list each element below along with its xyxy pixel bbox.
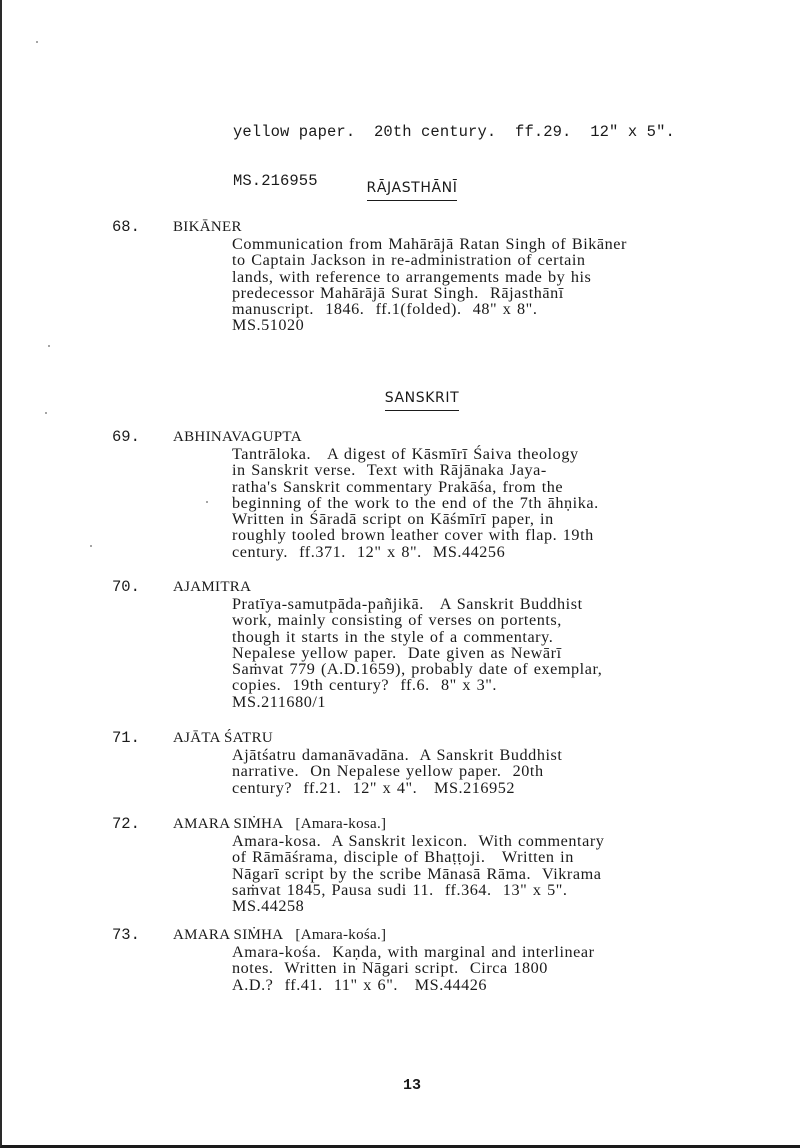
entry-uniform-title: [Amara-kosa.]: [295, 816, 387, 832]
catalogue-entry-70: [112, 579, 772, 710]
description-line: MS.44258: [232, 897, 305, 916]
entry-author: BIKĀNER: [173, 219, 242, 235]
catalogue-entry-73: [112, 927, 772, 993]
section-heading-sanskrit: [322, 390, 522, 411]
entry-number: 68.: [112, 218, 140, 236]
entry-header: [112, 927, 772, 943]
entry-author-name: AMARA SIṀHA: [173, 927, 284, 943]
catalogue-entry-71: [112, 730, 772, 796]
scan-speck: [36, 41, 38, 43]
section-heading-label: RĀJASTHĀNĪ: [367, 180, 458, 201]
description-line: Saṁvat 779 (A.D.1659), probably date of exemplar,: [232, 660, 603, 679]
description-line: notes. Written in Nāgari script. Circa 1800: [232, 959, 548, 978]
description-line: copies. 19th century? ff.6. 8" x 3".: [232, 676, 497, 695]
description-line: A.D.? ff.41. 11" x 6". MS.44426: [232, 975, 488, 994]
entry-number: 73.: [112, 926, 140, 944]
entry-author: [173, 927, 386, 943]
description-line: manuscript. 1846. ff.1(folded). 48" x 8".: [232, 300, 538, 319]
description-line: work, mainly consisting of verses on portents,: [232, 611, 562, 630]
description-line: Tantrāloka. A digest of Kāsmīrī Śaiva theology: [232, 445, 579, 463]
description-line: of Rāmāśrama, disciple of Bhaṭṭoji. Written in: [232, 848, 574, 867]
continued-line: yellow paper. 20th century. ff.29. 12" x 5".: [233, 123, 675, 142]
description-line: Nāgarī script by the scribe Mānasā Rāma. Vikrama: [232, 864, 602, 883]
entry-description: [232, 747, 772, 796]
entry-uniform-title: [Amara-kośa.]: [295, 927, 387, 943]
entry-author: AJĀTA ŚATRU: [173, 730, 274, 746]
catalogue-entry-69: [112, 429, 772, 560]
entry-number: 72.: [112, 815, 140, 833]
description-line: Pratīya-samutpāda-pañjikā. A Sanskrit Buddhist: [232, 595, 583, 613]
catalogue-entry-72: [112, 816, 772, 914]
description-line: Written in Śāradā script on Kāśmīrī paper, in: [232, 510, 554, 529]
description-line: MS.51020: [232, 316, 305, 335]
entry-description: [232, 944, 772, 993]
continued-entry-text: [233, 92, 675, 222]
description-line: though it starts in the style of a commentary.: [232, 627, 554, 646]
entry-number: 69.: [112, 428, 140, 446]
description-line: roughly tooled brown leather cover with flap. 19th: [232, 526, 594, 545]
scan-speck: [90, 545, 92, 547]
page-number: 13: [402, 1077, 421, 1094]
continued-line: MS.216955: [233, 172, 318, 191]
entry-author: [173, 816, 386, 832]
entry-description: [232, 236, 772, 334]
description-line: Amara-kośa. Kaṇda, with marginal and interlinear: [232, 943, 595, 961]
description-line: Amara-kosa. A Sanskrit lexicon. With commentary: [232, 832, 605, 850]
entry-number: 71.: [112, 729, 140, 747]
description-line: narrative. On Nepalese yellow paper. 20th: [232, 762, 544, 781]
description-line: century? ff.21. 12" x 4". MS.216952: [232, 778, 516, 797]
entry-author-name: AMARA SIṀHA: [173, 816, 284, 832]
description-line: lands, with reference to arrangements made by his: [232, 267, 592, 286]
entry-description: [232, 833, 772, 914]
section-heading-rajasthani: [302, 180, 522, 201]
entry-description: [232, 596, 772, 710]
description-line: saṁvat 1845, Pausa sudi 11. ff.364. 13" x 5".: [232, 880, 568, 899]
entry-description: [232, 446, 772, 560]
description-line: predecessor Mahārājā Surat Singh. Rājasthānī: [232, 283, 564, 302]
entry-author: ABHINAVAGUPTA: [173, 429, 302, 445]
description-line: Communication from Mahārājā Ratan Singh of Bikāner: [232, 235, 627, 253]
entry-header: [112, 429, 772, 445]
entry-header: [112, 730, 772, 746]
description-line: MS.211680/1: [232, 692, 327, 711]
entry-header: [112, 579, 772, 595]
catalogue-entry-68: [112, 219, 772, 334]
scan-speck: [48, 345, 50, 347]
entry-header: [112, 219, 772, 235]
description-line: to Captain Jackson in re-administration of certain: [232, 251, 586, 270]
description-line: Ajātśatru damanāvadāna. A Sanskrit Buddhist: [232, 746, 563, 764]
scan-speck: [45, 412, 47, 414]
entry-number: 70.: [112, 578, 140, 596]
scan-speck: [206, 501, 208, 503]
section-heading-label: SANSKRIT: [385, 390, 459, 411]
description-line: ratha's Sanskrit commentary Prakāśa, from the: [232, 477, 564, 496]
entry-author: AJAMITRA: [173, 579, 252, 595]
description-line: beginning of the work to the end of the 7th āhṇika.: [232, 493, 599, 512]
description-line: century. ff.371. 12" x 8". MS.44256: [232, 542, 506, 561]
entry-header: [112, 816, 772, 832]
description-line: Nepalese yellow paper. Date given as Newārī: [232, 643, 562, 662]
description-line: in Sanskrit verse. Text with Rājānaka Jaya-: [232, 461, 547, 480]
